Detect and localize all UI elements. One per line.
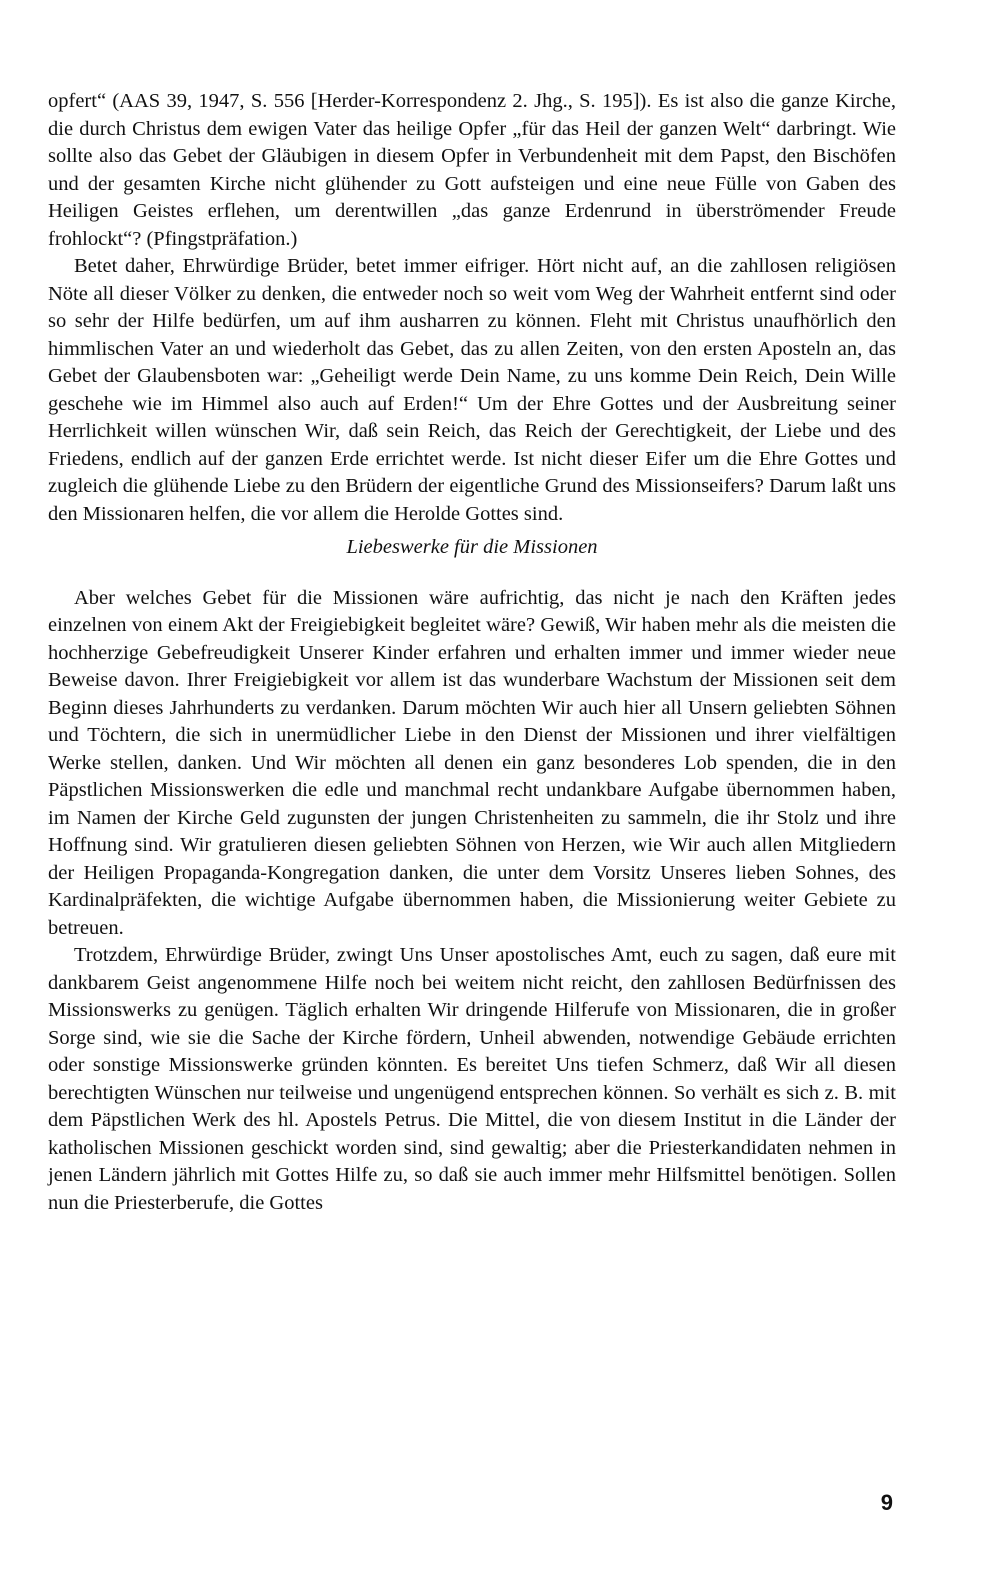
paragraph-needs: Trotzdem, Ehrwürdige Brüder, zwingt Uns Unser apostolisches Amt, euch zu sagen, daß eure mit dankbarem Geist angenommene Hilfe noch bei weitem nicht reicht, den zahllosen Bedürfnissen des Missionswerks zu genügen. Täglich erhalten Wir dringende Hilferufe von Missionaren, die in großer Sorge sind, wie sie die Sache der Kirche fördern, Unheil abwenden, notwendige Gebäude errichten oder sonstige Missionswerke gründen könnten. Es bereitet Uns tiefen Schmerz, daß Wir all diesen berechtigten Wünschen nur teilweise und ungenügend entsprechen können. So verhält es sich z. B. mit dem Päpstlichen Werk des hl. Apostels Petrus. Die Mittel, die von diesem Institut in die Länder der katholischen Missionen geschickt worden sind, sind gewaltig; aber die Priesterkandidaten nehmen in jenen Ländern jährlich mit Gottes Hilfe zu, so daß sie auch immer mehr Hilfsmittel benötigen. Sollen nun die Priesterberufe, die Gottes [48,944,896,1214]
page-number: 9 [880,1490,893,1515]
document-page [48,88,896,1217]
section-heading: Liebeswerke für die Missionen [346,536,598,558]
paragraph-pray: Betet daher, Ehrwürdige Brüder, betet immer eifriger. Hört nicht auf, an die zahllosen religiösen Nöte all dieser Völker zu denken, die entweder noch so weit vom Weg der Wahrheit entfernt sind oder so sehr der Hilfe bedürfen, um auf ihm ausharren zu können. Fleht mit Christus unaufhörlich den himmlischen Vater an und wiederholt das Gebet, das zu allen Zeiten, von den ersten Aposteln an, das Gebet der Glaubensboten war: „Geheiligt werde Dein Name, zu uns komme Dein Reich, Dein Wille geschehe wie im Himmel also auch auf Erden!“ Um der Ehre Gottes und der Ausbreitung seiner Herrlichkeit willen wünschen Wir, daß sein Reich, das Reich der Gerechtigkeit, der Liebe und des Friedens, endlich auf der ganzen Erde errichtet werde. Ist nicht dieser Eifer um die Ehre Gottes und zugleich die glühende Liebe zu den Brüdern der eigentliche Grund des Missionseifers? Darum laßt uns den Missionaren helfen, die vor allem die Herolde Gottes sind. [48,255,896,525]
paragraph-generosity: Aber welches Gebet für die Missionen wäre aufrichtig, das nicht je nach den Kräften jedes einzelnen von einem Akt der Freigiebigkeit begleitet wäre? Gewiß, Wir haben mehr als die meisten die hochherzige Gebefreudigkeit Unserer Kinder erfahren und erhalten immer und immer wieder neue Beweise davon. Ihrer Freigiebigkeit vor allem ist das wunderbare Wachstum der Missionen seit dem Beginn dieses Jahrhunderts zu verdanken. Darum möchten Wir auch hier all Unsern geliebten Söhnen und Töchtern, die sich in unermüdlicher Liebe in den Dienst der Missionen und ihrer vielfältigen Werke stellen, danken. Und Wir möchten all denen ein ganz besonderes Lob spenden, die in den Päpstlichen Missionswerken die edle und manchmal recht undankbare Aufgabe übernommen haben, im Namen der Kirche Geld zugunsten der jungen Christenheiten zu sammeln, die ihr Stolz und ihre Hoffnung sind. Wir gratulieren diesen geliebten Söhnen von Herzen, wie Wir auch allen Mitgliedern der Heiligen Propaganda-Kongregation danken, die unter dem Vorsitz Unseres lieben Sohnes, des Kardinalpräfekten, die wichtige Aufgabe übernommen haben, die Missionierung weiter Gebiete zu betreuen. [48,586,896,939]
paragraph-continued: opfert“ (AAS 39, 1947, S. 556 [Herder-Korrespondenz 2. Jhg., S. 195]). Es ist also die ganze Kirche, die durch Christus dem ewigen Vater das heilige Opfer „für das Heil der ganzen Welt“ darbringt. Wie sollte also das Gebet der Gläubigen in diesem Opfer in Verbundenheit mit dem Papst, den Bischöfen und der gesamten Kirche nicht glühender zu Gott aufsteigen und eine neue Fülle von Gaben des Heiligen Geistes erflehen, um derentwillen „das ganze Erdenrund in überströmender Freude frohlockt“? (Pfingstpräfation.) [48,90,896,250]
